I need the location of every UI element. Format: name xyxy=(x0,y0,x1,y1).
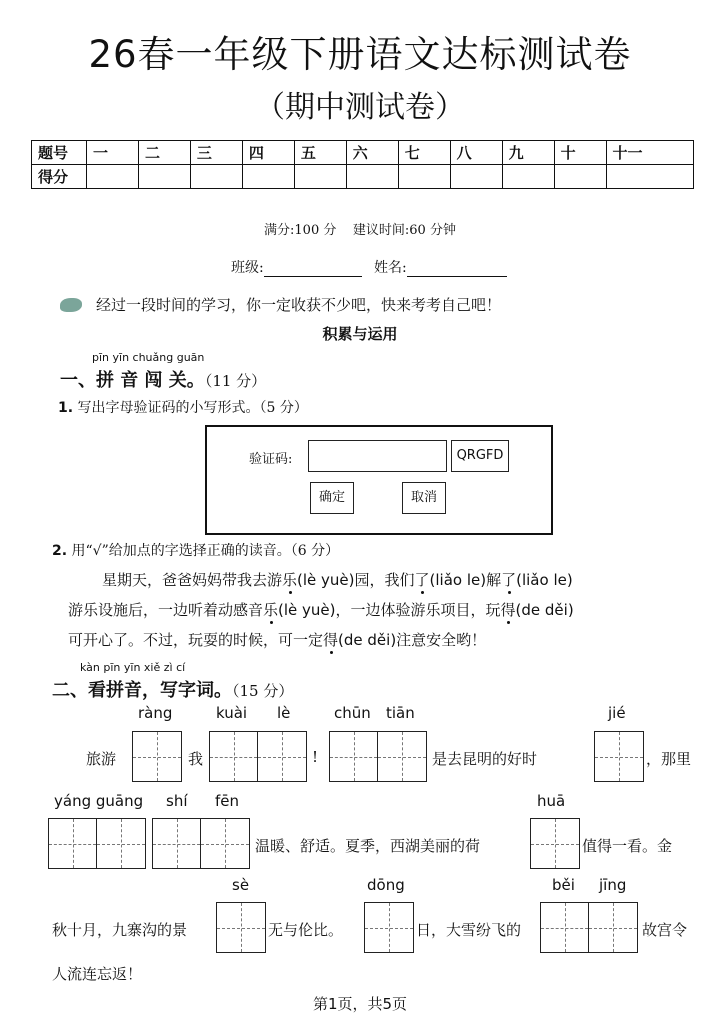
column-3: 三 xyxy=(190,141,242,165)
fill-text: 秋十月，九寨沟的景 xyxy=(52,921,188,939)
pinyin-label: huā xyxy=(537,792,566,810)
name-label: 姓名: xyxy=(374,260,407,276)
intro xyxy=(60,294,501,315)
confirm-button[interactable]: 确定 xyxy=(310,482,354,514)
score-cell xyxy=(346,165,398,189)
writing-grid[interactable] xyxy=(329,731,427,782)
column-11: 十一 xyxy=(606,141,693,165)
fill-text: 故宫令 xyxy=(642,921,688,939)
column-8: 八 xyxy=(450,141,502,165)
name-field xyxy=(374,257,507,277)
pinyin-label: ràng xyxy=(138,704,173,722)
passage-text: 可开心了。不过，玩耍的时候，可一定 xyxy=(68,631,324,649)
writing-grid[interactable] xyxy=(540,902,638,953)
pinyin-label: shí xyxy=(166,792,188,810)
score-cell xyxy=(398,165,450,189)
q1-text: 写出字母验证码的小写形式。（5 分） xyxy=(77,400,308,416)
score-cell xyxy=(450,165,502,189)
question-2 xyxy=(52,540,339,560)
pinyin-label: jīng xyxy=(599,876,627,894)
captcha-input[interactable] xyxy=(308,440,447,472)
fill-text: 我 xyxy=(188,750,204,768)
pinyin-label: kuài xyxy=(216,704,248,722)
column-6: 六 xyxy=(346,141,398,165)
dotted-char: 了 xyxy=(414,571,430,589)
writing-grid[interactable] xyxy=(530,818,580,869)
pinyin-label: lè xyxy=(277,704,291,722)
passage-text: (liǎo le)解 xyxy=(429,571,502,589)
captcha-label: 验证码: xyxy=(249,452,293,467)
score-cell xyxy=(190,165,242,189)
writing-grid[interactable] xyxy=(152,818,250,869)
fill-text: 日，大雪纷飞的 xyxy=(416,921,522,939)
dotted-char: 乐 xyxy=(263,601,279,619)
pinyin-label: chūn xyxy=(334,704,371,722)
intro-text: 经过一段时间的学习，你一定收获不少吧，快来考考自己吧！ xyxy=(96,296,502,314)
q2-number: 2. xyxy=(52,543,68,559)
fill-text: 无与伦比。 xyxy=(268,921,344,939)
page-subtitle: （期中测试卷） xyxy=(255,90,465,125)
column-10: 十 xyxy=(554,141,606,165)
pinyin-label: běi xyxy=(552,876,575,894)
q1-number: 1. xyxy=(58,400,74,416)
passage-text: (de děi)注意安全哟！ xyxy=(338,631,487,649)
part1-heading xyxy=(60,366,266,392)
name-blank xyxy=(407,262,507,277)
fill-text: ! xyxy=(312,748,319,766)
score-table-score-row xyxy=(32,165,694,189)
dotted-char: 了 xyxy=(501,571,517,589)
writing-grid[interactable] xyxy=(48,818,146,869)
page-footer: 第1页，共5页 xyxy=(312,995,408,1013)
dotted-char: 得 xyxy=(323,631,339,649)
passage-text: 星期天，爸爸妈妈带我去游 xyxy=(102,571,283,589)
score-cell xyxy=(242,165,294,189)
fill-text: 是去昆明的好时 xyxy=(432,750,538,768)
writing-grid[interactable] xyxy=(216,902,266,953)
captcha-code: QRGFD xyxy=(451,440,509,472)
pinyin-label: tiān xyxy=(386,704,415,722)
score-cell xyxy=(502,165,554,189)
passage-text: (de děi) xyxy=(515,601,574,619)
score-cell xyxy=(87,165,139,189)
cancel-button[interactable]: 取消 xyxy=(402,482,446,514)
part1-heading-text: 一、拼 音 闯 关。 xyxy=(60,370,205,391)
fill-text: ，那里 xyxy=(646,750,692,768)
part2-heading xyxy=(52,676,293,702)
full-score: 满分:100 分 xyxy=(264,223,337,238)
passage-line-1 xyxy=(102,569,573,590)
exam-meta xyxy=(0,219,720,238)
dotted-char: 乐 xyxy=(282,571,298,589)
writing-grid[interactable] xyxy=(132,731,182,782)
part2-heading-text: 二、看拼音，写字词。 xyxy=(52,680,232,701)
writing-grid[interactable] xyxy=(209,731,307,782)
score-label: 得分 xyxy=(32,165,87,189)
passage-text: (lè yuè)，一边体验游乐项目，玩 xyxy=(278,601,501,619)
dotted-char: 得 xyxy=(500,601,516,619)
part1-points: （11 分） xyxy=(204,372,267,390)
score-cell xyxy=(138,165,190,189)
score-table xyxy=(31,140,694,189)
pinyin-label: jié xyxy=(608,704,626,722)
passage-text: 游乐设施后，一边听着动感音 xyxy=(68,601,264,619)
question-number-label: 题号 xyxy=(32,141,87,165)
class-label: 班级: xyxy=(231,260,264,276)
class-blank xyxy=(264,262,362,277)
pinyin-label: fēn xyxy=(215,792,240,810)
part2-points: （15 分） xyxy=(232,682,294,700)
passage-line-3 xyxy=(68,629,486,650)
class-field xyxy=(231,257,362,277)
score-table-header-row xyxy=(32,141,694,165)
fill-text: 人流连忘返！ xyxy=(52,965,143,983)
pinyin-label: yáng guāng xyxy=(54,792,144,810)
fill-text: 旅游 xyxy=(86,750,117,768)
score-cell xyxy=(554,165,606,189)
section-title: 积累与运用 xyxy=(322,325,398,343)
column-5: 五 xyxy=(294,141,346,165)
writing-grid[interactable] xyxy=(594,731,644,782)
writing-grid[interactable] xyxy=(364,902,414,953)
column-7: 七 xyxy=(398,141,450,165)
pinyin-label: dōng xyxy=(367,876,405,894)
fill-text: 温暖、舒适。夏季，西湖美丽的荷 xyxy=(255,837,481,855)
column-4: 四 xyxy=(242,141,294,165)
pinyin-label: sè xyxy=(232,876,250,894)
suggested-time: 建议时间:60 分钟 xyxy=(352,223,456,238)
column-1: 一 xyxy=(87,141,139,165)
bird-icon xyxy=(60,298,82,312)
passage-text: (lè yuè)园，我们 xyxy=(297,571,415,589)
score-cell xyxy=(606,165,693,189)
q2-text: 用“√”给加点的字选择正确的读音。（6 分） xyxy=(71,543,340,559)
score-cell xyxy=(294,165,346,189)
column-2: 二 xyxy=(138,141,190,165)
part2-pinyin: kàn pīn yīn xiě zì cí xyxy=(80,661,186,674)
passage-line-2 xyxy=(68,599,574,620)
question-1 xyxy=(58,397,308,417)
passage-text: (liǎo le) xyxy=(516,571,573,589)
fill-text: 值得一看。金 xyxy=(582,837,673,855)
column-9: 九 xyxy=(502,141,554,165)
page-title: 26春一年级下册语文达标测试卷 xyxy=(88,33,632,76)
part1-pinyin: pīn yīn chuǎng guān xyxy=(92,351,205,364)
